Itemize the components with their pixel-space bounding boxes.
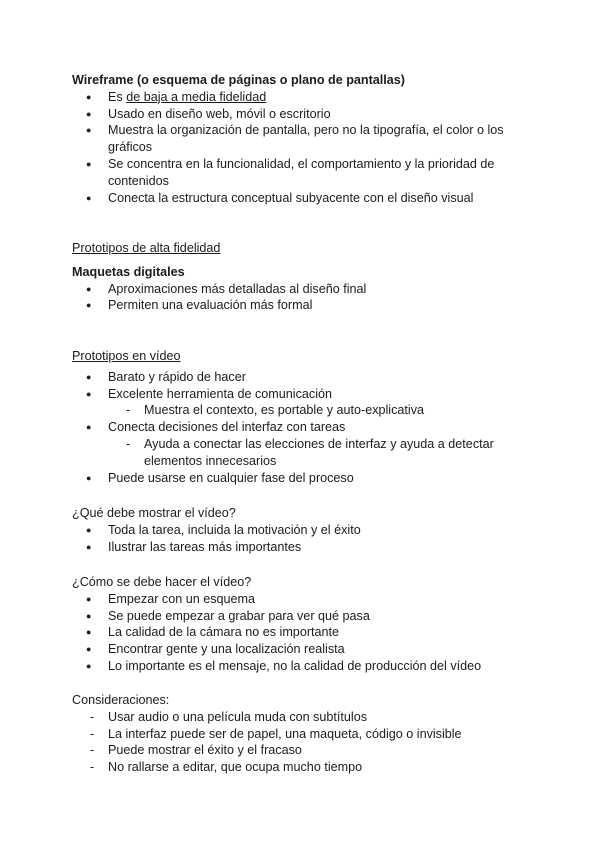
list-item: ● Permiten una evaluación más formal [72, 297, 532, 314]
list-item: ● Empezar con un esquema [72, 591, 532, 608]
list-item: ● Muestra la organización de pantalla, pero no la tipografía, el color o los gráficos [72, 122, 532, 156]
sub-list-item: - Ayuda a conectar las elecciones de interfaz y ayuda a detectar elementos innecesarios [72, 436, 532, 470]
wireframe-section [72, 72, 532, 206]
list-item-text: Conecta decisiones del interfaz con tareas [108, 420, 346, 435]
list-item: - La interfaz puede ser de papel, una maqueta, código o invisible [72, 726, 532, 743]
list-item: - No rallarse a editar, que ocupa mucho tiempo [72, 759, 532, 776]
list-item: - Puede mostrar el éxito y el fracaso [72, 742, 532, 759]
high-fidelity-section [72, 240, 532, 314]
list-item: ● Encontrar gente y una localización realista [72, 641, 532, 658]
list-item: ● La calidad de la cámara no es importante [72, 624, 532, 641]
wireframe-heading: Wireframe (o esquema de páginas o plano de pantallas) [72, 73, 406, 87]
list-item: ● Usado en diseño web, móvil o escritorio [72, 106, 532, 123]
video-show-heading: ¿Qué debe mostrar el vídeo? [72, 506, 236, 520]
considerations-list [72, 709, 532, 776]
sub-list [108, 436, 532, 470]
list-item: ● Lo importante es el mensaje, no la calidad de producción del vídeo [72, 658, 532, 675]
fidelity-link[interactable]: de baja a media fidelidad [126, 89, 267, 104]
list-item-text: Excelente herramienta de comunicación [108, 386, 333, 401]
list-item: ● Puede usarse en cualquier fase del proceso [72, 470, 532, 487]
considerations-heading: Consideraciones: [72, 693, 170, 707]
digital-mockups-heading: Maquetas digitales [72, 264, 185, 279]
considerations-section [72, 692, 532, 776]
list-item: ● Toda la tarea, incluida la motivación y el éxito [72, 522, 532, 539]
list-item: ● Conecta la estructura conceptual subyacente con el diseño visual [72, 190, 532, 207]
list-item: ● Aproximaciones más detalladas al diseño final [72, 281, 532, 298]
wireframe-list [72, 89, 532, 207]
high-fidelity-list [72, 281, 532, 315]
video-make-list [72, 591, 532, 675]
list-item-prefix: Es [108, 89, 127, 104]
video-show-list [72, 522, 532, 556]
list-item [72, 89, 532, 106]
list-item: ● Ilustrar las tareas más importantes [72, 539, 532, 556]
video-make-section [72, 574, 532, 675]
list-item: ● Se concentra en la funcionalidad, el comportamiento y la prioridad de contenidos [72, 156, 532, 190]
high-fidelity-heading: Prototipos de alta fidelidad [72, 241, 221, 255]
list-item [72, 386, 532, 420]
list-item: ● Barato y rápido de hacer [72, 369, 532, 386]
video-make-heading: ¿Cómo se debe hacer el vídeo? [72, 575, 252, 589]
sub-list-item: - Muestra el contexto, es portable y auto-explicativa [72, 402, 532, 419]
video-prototypes-heading: Prototipos en vídeo [72, 349, 181, 363]
video-show-section [72, 505, 532, 555]
list-item: ● Se puede empezar a grabar para ver qué pasa [72, 608, 532, 625]
video-list [72, 369, 532, 487]
sub-list [108, 402, 532, 419]
list-item: - Usar audio o una película muda con subtítulos [72, 709, 532, 726]
video-prototypes-section [72, 348, 532, 486]
list-item [72, 419, 532, 469]
